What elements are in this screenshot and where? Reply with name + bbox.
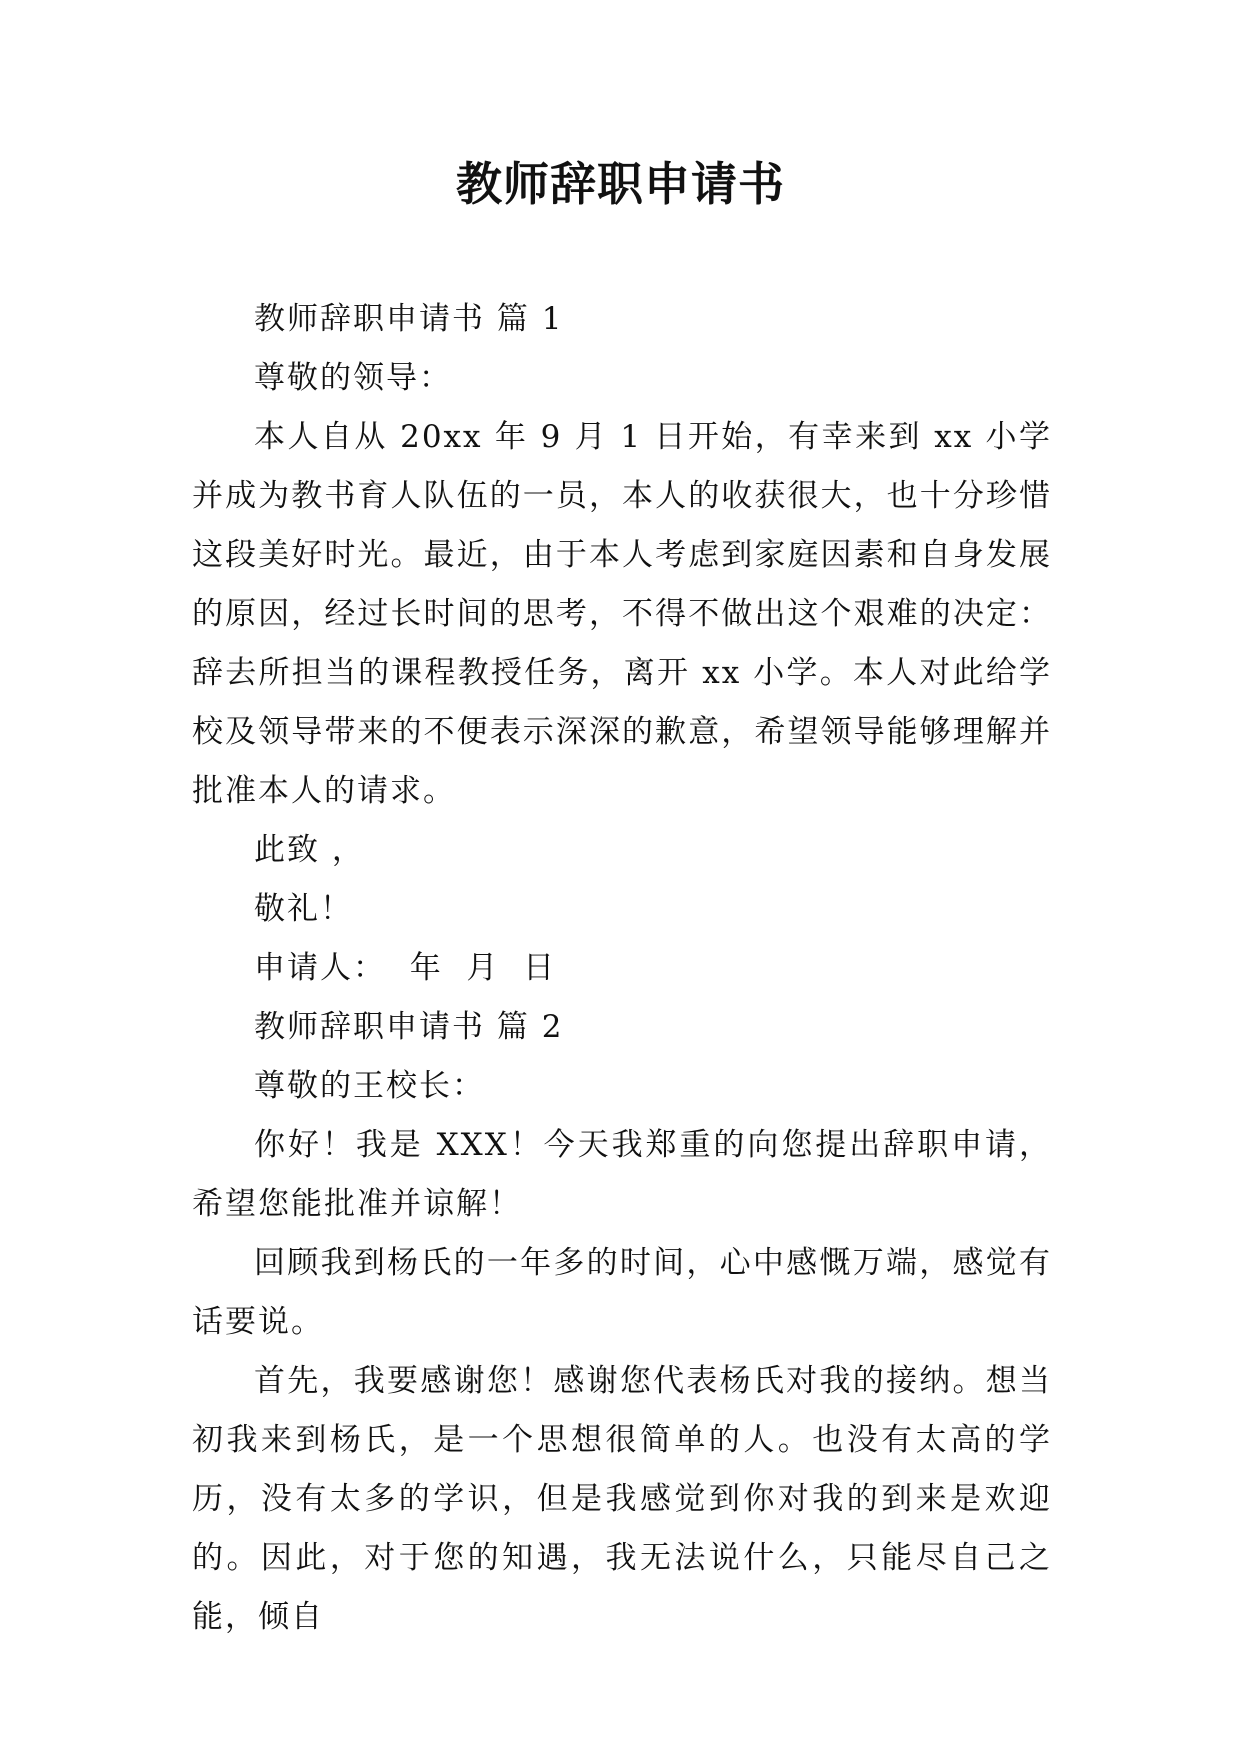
signature-line: 申请人： 年 月 日	[254, 950, 557, 986]
section-heading-2: 教师辞职申请书 篇 2	[254, 1009, 564, 1045]
section-heading-1: 教师辞职申请书 篇 1	[254, 301, 564, 337]
closing-salute: 敬礼！	[254, 891, 353, 927]
body-paragraph-2: 你好！我是 XXX！今天我郑重的向您提出辞职申请，希望您能批准并谅解！	[192, 1127, 1052, 1222]
body-paragraph-3: 回顾我到杨氏的一年多的时间，心中感慨万端，感觉有话要说。	[192, 1245, 1052, 1340]
salutation-2: 尊敬的王校长：	[254, 1068, 485, 1104]
salutation-1: 尊敬的领导：	[254, 360, 452, 396]
document-title: 教师辞职申请书	[456, 157, 785, 211]
document-body	[192, 290, 1052, 1647]
body-paragraph-1: 本人自从 20xx 年 9 月 1 日开始，有幸来到 xx 小学并成为教书育人队伍的一员，本人的收获很大，也十分珍惜这段美好时光。最近，由于本人考虑到家庭因素和自身发展的原因，经过长时间的思考，不得不做出这个艰难的决定：辞去所担当的课程教授任务，离开 xx 小学。本人对此给学校及领导带来的不便表示深深的歉意，希望领导能够理解并批准本人的请求。	[192, 419, 1052, 809]
body-paragraph-4: 首先，我要感谢您！感谢您代表杨氏对我的接纳。想当初我来到杨氏，是一个思想很简单的人。也没有太高的学历，没有太多的学识，但是我感觉到你对我的到来是欢迎的。因此，对于您的知遇，我无法说什么，只能尽自己之能，倾自	[192, 1363, 1052, 1635]
closing-phrase: 此致 ，	[254, 832, 365, 868]
